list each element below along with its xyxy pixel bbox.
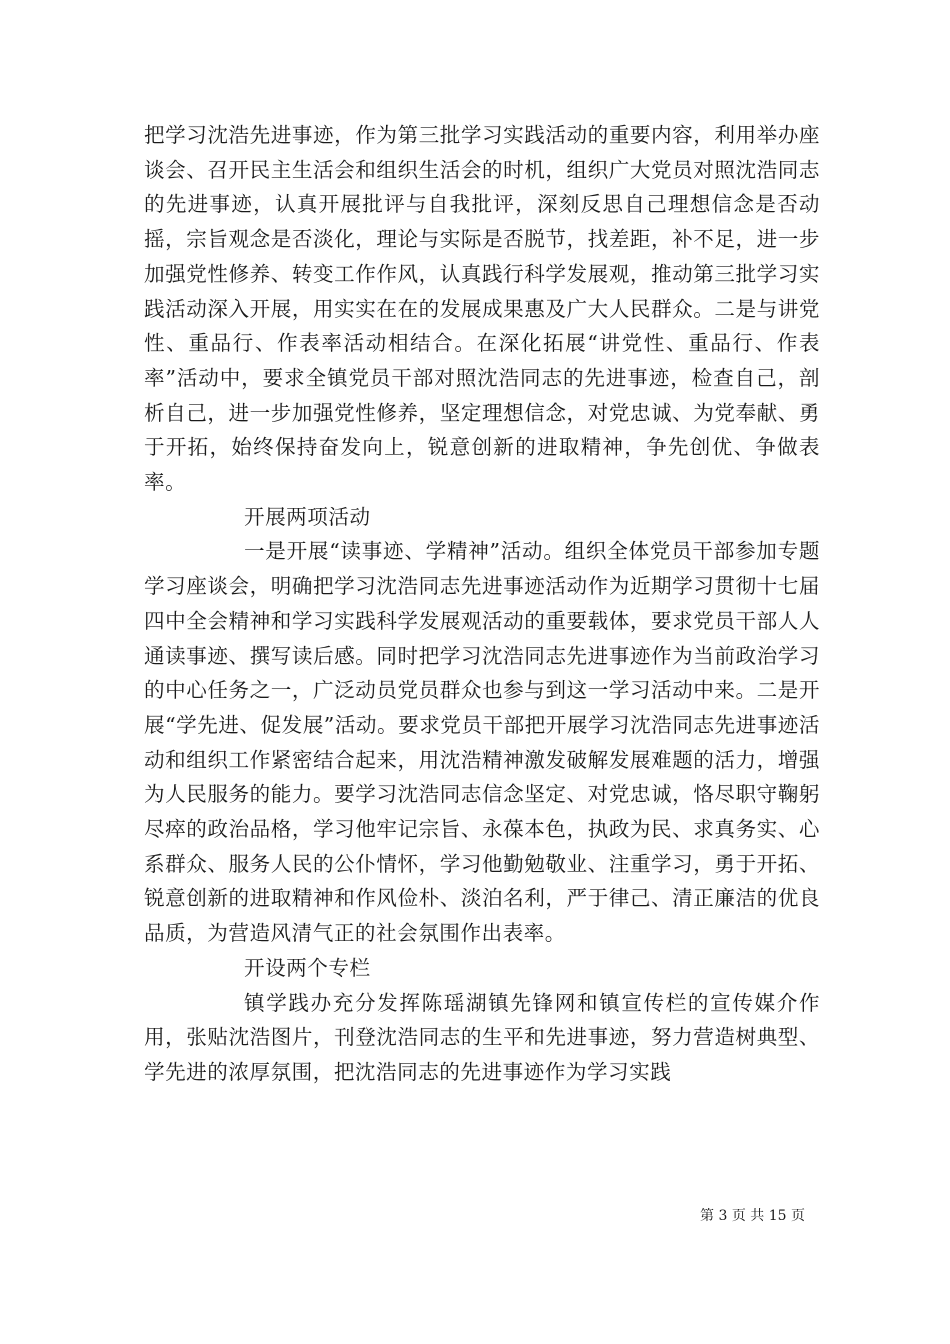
paragraph-2: 一是开展“读事迹、学精神”活动。组织全体党员干部参加专题学习座谈会，明确把学习沈浩同志先进事迹活动作为近期学习贯彻十七届四中全会精神和学习实践科学发展观活动的重要载体，要求党员干部人人通读事迹、撰写读后感。同时把学习沈浩同志先进事迹作为当前政治学习的中心任务之一，广泛动员党员群众也参与到这一学习活动中来。二是开展“学先进、促发展”活动。要求党员干部把开展学习沈浩同志先进事迹活动和组织工作紧密结合起来，用沈浩精神激发破解发展难题的活力，增强为人民服务的能力。要学习沈浩同志信念坚定、对党忠诚，恪尽职守鞠躬尽瘁的政治品格，学习他牢记宗旨、永葆本色，执政为民、求真务实、心系群众、服务人民的公仆情怀，学习他勤勉敬业、注重学习，勇于开拓、锐意创新的进取精神和作风俭朴、淡泊名利，严于律己、清正廉洁的优良品质，为营造风清气正的社会氛围作出表率。 (144, 539, 820, 946)
paragraph-3: 镇学践办充分发挥陈瑶湖镇先锋网和镇宣传栏的宣传媒介作用，张贴沈浩图片，刊登沈浩同志的生平和先进事迹，努力营造树典型、学先进的浓厚氛围，把沈浩同志的先进事迹作为学习实践 (144, 990, 820, 1084)
section-heading-activities: 开展两项活动 (244, 504, 371, 529)
page-number: 第 3 页 共 15 页 (700, 1208, 805, 1224)
paragraph-1: 把学习沈浩先进事迹，作为第三批学习实践活动的重要内容，利用举办座谈会、召开民主生活会和组织生活会的时机，组织广大党员对照沈浩同志的先进事迹，认真开展批评与自我批评，深刻反思自己理想信念是否动摇，宗旨观念是否淡化，理论与实际是否脱节，找差距，补不足，进一步加强党性修养、转变工作作风，认真践行科学发展观，推动第三批学习实践活动深入开展，用实实在在的发展成果惠及广大人民群众。二是与讲党性、重品行、作表率活动相结合。在深化拓展“讲党性、重品行、作表率”活动中，要求全镇党员干部对照沈浩同志的先进事迹，检查自己，剖析自己，进一步加强党性修养，坚定理想信念，对党忠诚、为党奉献、勇于开拓，始终保持奋发向上，锐意创新的进取精神，争先创优、争做表率。 (144, 123, 820, 495)
document-body (144, 118, 820, 1090)
section-heading-columns: 开设两个专栏 (244, 955, 371, 980)
